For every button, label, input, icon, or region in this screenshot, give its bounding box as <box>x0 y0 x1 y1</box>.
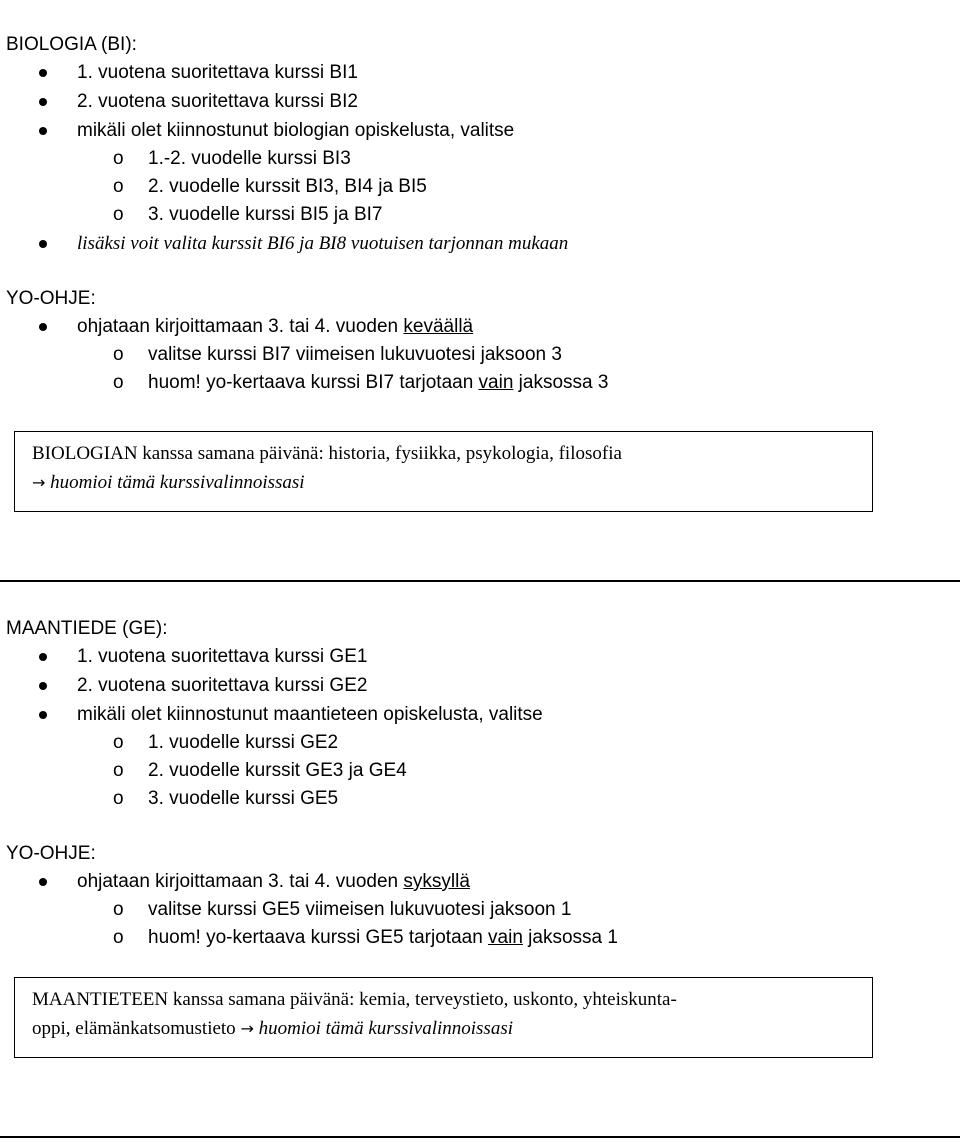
sub-marker: o <box>113 204 124 225</box>
bio-item-2: 2. vuotena suoritettava kurssi BI2 <box>77 91 358 112</box>
ge-heading: MAANTIEDE (GE): <box>6 618 168 639</box>
sub-marker: o <box>113 344 124 365</box>
bullet-icon <box>39 711 47 719</box>
bio-sub-2: 2. vuodelle kurssit BI3, BI4 ja BI5 <box>148 176 427 197</box>
ge-yo-sub-2 <box>148 927 618 949</box>
bullet-icon <box>39 98 47 106</box>
ge-item-2: 2. vuotena suoritettava kurssi GE2 <box>77 675 368 696</box>
bio-yo-sub-1: valitse kurssi BI7 viimeisen lukuvuotesi jaksoon 3 <box>148 344 562 365</box>
bio-sub-3: 3. vuodelle kurssi BI5 ja BI7 <box>148 204 383 225</box>
sub-marker: o <box>113 927 124 948</box>
sub-marker: o <box>113 732 124 753</box>
section-divider <box>0 580 960 582</box>
bio-yo-heading: YO-OHJE: <box>6 288 96 309</box>
ge-box-line-1: MAANTIETEEN kanssa samana päivänä: kemia, terveystieto, uskonto, yhteiskunta- <box>32 989 677 1010</box>
ge-yo-sub-2-end: jaksossa 1 <box>522 927 618 948</box>
ge-yo-item <box>77 871 470 893</box>
sub-marker: o <box>113 148 124 169</box>
bio-box-line-1: BIOLOGIAN kanssa samana päivänä: historia, fysiikka, psykologia, filosofia <box>32 443 622 464</box>
bio-sub-1: 1.-2. vuodelle kurssi BI3 <box>148 148 351 169</box>
bullet-icon <box>39 127 47 135</box>
bullet-icon <box>39 323 47 331</box>
ge-yo-sub-2-text: huom! yo-kertaava kurssi GE5 tarjotaan <box>148 927 489 948</box>
ge-yo-sub-2-underlined: vain <box>488 927 523 948</box>
ge-yo-sub-1: valitse kurssi GE5 viimeisen lukuvuotesi jaksoon 1 <box>148 899 572 920</box>
bio-yo-item-underlined: keväällä <box>403 316 474 337</box>
bio-box-line-2 <box>32 472 305 494</box>
ge-sub-2: 2. vuodelle kurssit GE3 ja GE4 <box>148 760 407 781</box>
bullet-icon <box>39 240 47 248</box>
sub-marker: o <box>113 899 124 920</box>
bullet-icon <box>39 69 47 77</box>
bio-yo-item <box>77 316 473 338</box>
ge-box-line-2-italic: huomioi tämä kurssivalinnoissasi <box>258 1018 513 1039</box>
bullet-icon <box>39 878 47 886</box>
ge-item-1: 1. vuotena suoritettava kurssi GE1 <box>77 646 368 667</box>
section-divider <box>0 1136 960 1138</box>
ge-box-line-2 <box>32 1018 513 1040</box>
bio-item-1: 1. vuotena suoritettava kurssi BI1 <box>77 62 358 83</box>
sub-marker: o <box>113 788 124 809</box>
bio-item-4: lisäksi voit valita kurssit BI6 ja BI8 vuotuisen tarjonnan mukaan <box>77 233 569 254</box>
ge-sub-3: 3. vuodelle kurssi GE5 <box>148 788 339 809</box>
bio-box-line-2-text: huomioi tämä kurssivalinnoissasi <box>50 472 305 493</box>
sub-marker: o <box>113 760 124 781</box>
ge-yo-heading: YO-OHJE: <box>6 843 96 864</box>
ge-yo-item-text: ohjataan kirjoittamaan 3. tai 4. vuoden <box>77 871 404 892</box>
ge-sub-1: 1. vuodelle kurssi GE2 <box>148 732 339 753</box>
bio-item-3: mikäli olet kiinnostunut biologian opiskelusta, valitse <box>77 120 515 141</box>
bio-heading: BIOLOGIA (BI): <box>6 34 137 55</box>
bullet-icon <box>39 653 47 661</box>
ge-box-line-2-text: oppi, elämänkatsomustieto <box>32 1018 241 1039</box>
sub-marker: o <box>113 176 124 197</box>
sub-marker: o <box>113 372 124 393</box>
bio-yo-sub-2 <box>148 372 608 394</box>
bio-yo-sub-2-text: huom! yo-kertaava kurssi BI7 tarjotaan <box>148 372 479 393</box>
ge-item-3: mikäli olet kiinnostunut maantieteen opiskelusta, valitse <box>77 704 543 725</box>
bullet-icon <box>39 682 47 690</box>
ge-yo-item-underlined: syksyllä <box>403 871 470 892</box>
arrow-icon: → <box>32 473 46 492</box>
bio-yo-item-text: ohjataan kirjoittamaan 3. tai 4. vuoden <box>77 316 404 337</box>
bio-yo-sub-2-end: jaksossa 3 <box>513 372 609 393</box>
bio-yo-sub-2-underlined: vain <box>478 372 514 393</box>
arrow-icon: → <box>240 1019 254 1038</box>
